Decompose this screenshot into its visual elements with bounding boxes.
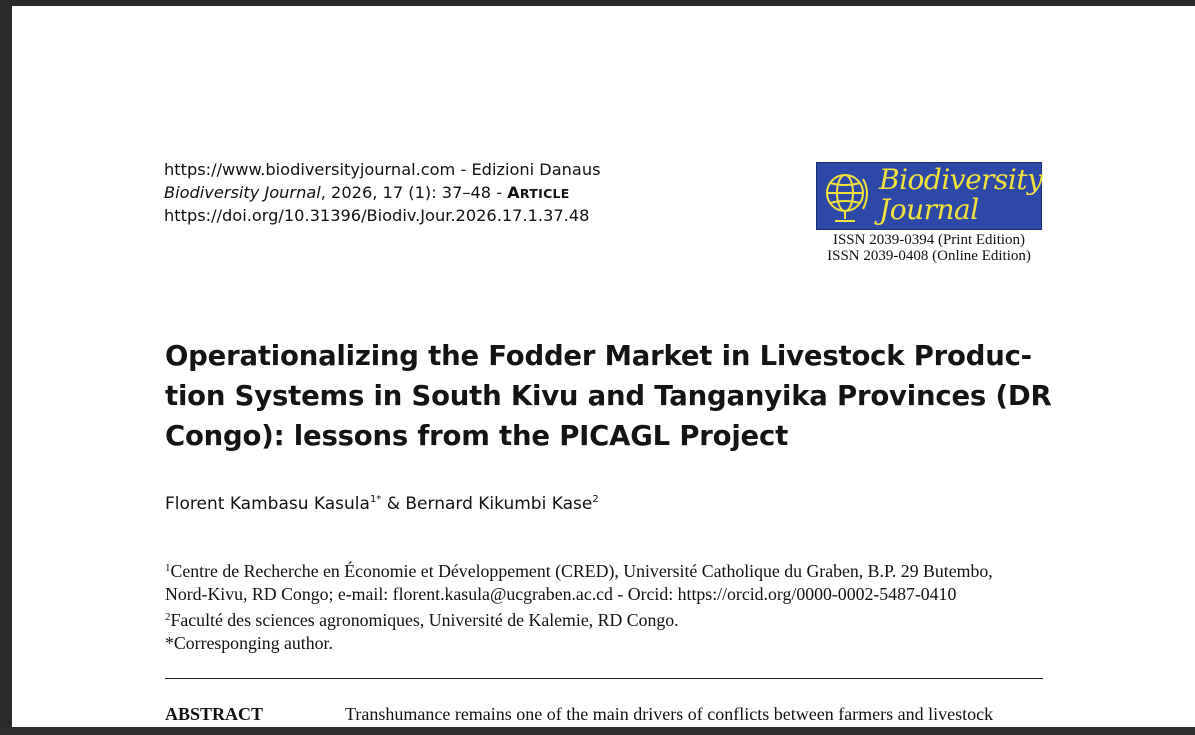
author-separator: & xyxy=(381,494,406,514)
globe-icon xyxy=(823,169,871,225)
citation-line xyxy=(164,182,601,206)
affiliation-2 xyxy=(165,606,1045,632)
affiliation-1-line-2: Nord-Kivu, RD Congo; e-mail: florent.kasula@ucgraben.ac.cd - Orcid: https://orcid.org/0000-0002-5487-0410 xyxy=(165,584,957,604)
logo-line-2: Journal xyxy=(879,193,979,226)
article-type-initial: A xyxy=(507,182,520,202)
document-page xyxy=(12,6,1195,727)
journal-url[interactable]: https://www.biodiversityjournal.com - Edizioni Danaus xyxy=(164,160,601,179)
issn-print: ISSN 2039-0394 (Print Edition) xyxy=(832,232,1026,248)
affiliation-2-mark: 2 xyxy=(165,611,171,623)
affiliation-1-mark: 1 xyxy=(165,562,171,574)
title-line-3: Congo): lessons from the PICAGL Project xyxy=(165,420,789,452)
citation-details: , 2026, 17 (1): 37–48 - xyxy=(320,182,508,202)
article-type xyxy=(507,183,569,202)
affiliations xyxy=(165,557,1045,655)
author-1-affiliation: 1* xyxy=(369,494,382,505)
author-list xyxy=(165,494,599,514)
issn-online: ISSN 2039-0408 (Online Edition) xyxy=(827,248,1031,264)
author-2: Bernard Kikumbi Kase xyxy=(405,494,593,514)
logo-wordmark xyxy=(879,165,1042,225)
viewer-frame-bottom xyxy=(0,727,1195,735)
viewer-frame-left xyxy=(0,0,12,735)
article-type-rest: RTICLE xyxy=(519,185,570,201)
section-divider xyxy=(165,678,1043,679)
author-1: Florent Kambasu Kasula xyxy=(165,494,370,514)
article-title xyxy=(165,336,1052,456)
journal-logo xyxy=(816,162,1042,230)
title-line-2: tion Systems in South Kivu and Tanganyika Provinces (DR xyxy=(165,380,1052,412)
doi-link[interactable]: https://doi.org/10.31396/Biodiv.Jour.2026.17.1.37.48 xyxy=(164,206,590,225)
affiliation-2-text: Faculté des sciences agronomiques, Université de Kalemie, RD Congo. xyxy=(170,610,679,630)
affiliation-1-text: Centre de Recherche en Économie et Développement (CRED), Université Catholique du Graben, B.P. 29 Butembo, xyxy=(170,561,993,581)
author-2-affiliation: 2 xyxy=(592,494,599,505)
abstract-text: Transhumance remains one of the main drivers of conflicts between farmers and livestock xyxy=(345,704,994,724)
journal-name: Biodiversity Journal xyxy=(164,182,321,202)
issn-block xyxy=(816,232,1042,264)
abstract-heading: ABSTRACT xyxy=(165,704,264,724)
corresponding-author-note: *Corresponging author. xyxy=(165,633,333,653)
logo-line-1: Biodiversity xyxy=(879,163,1043,196)
title-line-1: Operationalizing the Fodder Market in Livestock Produc- xyxy=(165,340,1032,372)
affiliation-1-line-1 xyxy=(165,557,1045,583)
journal-header xyxy=(164,159,601,228)
